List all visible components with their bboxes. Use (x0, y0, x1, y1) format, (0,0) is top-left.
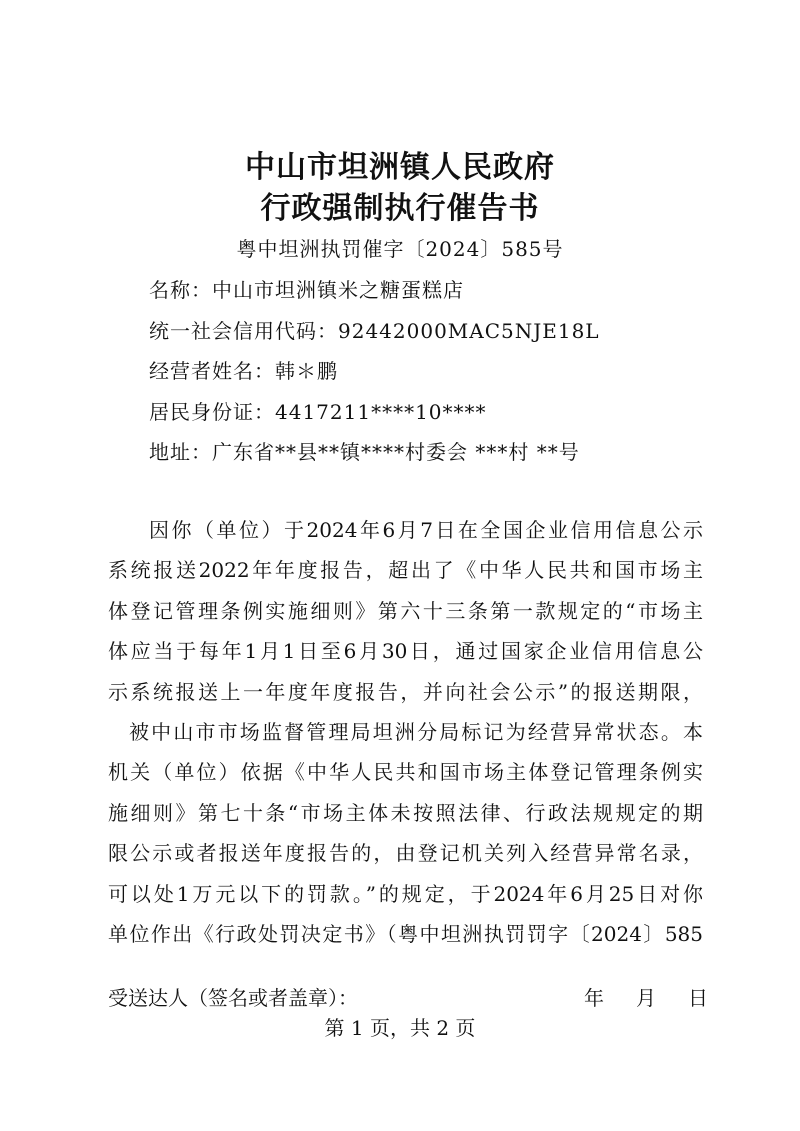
body-line: 可以处1万元以下的罚款。”的规定，于2024年6月25日对你 (108, 881, 703, 906)
body-text (108, 510, 703, 954)
body-line: 被中山市市场监督管理局坦洲分局标记为经营异常状态。本 (129, 719, 703, 744)
body-line: 系统报送2022年年度报告，超出了《中华人民共和国市场主 (108, 558, 703, 583)
page-indicator: 第 1 页，共 2 页 (324, 1016, 476, 1040)
body-line: 因你（单位）于2024年6月7日在全国企业信用信息公示 (149, 518, 703, 542)
date-fields (584, 982, 708, 1011)
body-line: 限公示或者报送年度报告的，由登记机关列入经营异常名录， (108, 841, 703, 866)
body-line: 体应当于每年1月1日至6月30日，通过国家企业信用信息公 (108, 639, 703, 664)
month-label: 月 (636, 986, 656, 1010)
body-line: 机关（单位）依据《中华人民共和国市场主体登记管理条例实 (108, 760, 703, 785)
signature-row (108, 982, 708, 1011)
party-name: 名称：中山市坦洲镇米之糖蛋糕店 (149, 278, 464, 302)
body-line: 施细则》第七十条“市场主体未按照法律、行政法规规定的期 (108, 800, 703, 825)
body-line: 示系统报送上一年度年度报告，并向社会公示”的报送期限， (108, 679, 703, 704)
party-address: 地址：广东省**县**镇****村委会 ***村 **号 (149, 440, 580, 464)
party-credit-code: 统一社会信用代码：92442000MAC5NJE18L (149, 319, 600, 343)
day-label: 日 (688, 986, 708, 1010)
party-operator: 经营者姓名：韩＊鹏 (149, 359, 338, 383)
title-line-2: 行政强制执行催告书 (260, 191, 540, 226)
body-line: 单位作出《行政处罚决定书》（粤中坦洲执罚罚字〔2024〕585 (108, 921, 703, 946)
body-line: 体登记管理条例实施细则》第六十三条第一款规定的“市场主 (108, 598, 703, 623)
document-number: 粤中坦洲执罚催字〔2024〕585号 (236, 237, 564, 261)
recipient-label: 受送达人（签名或者盖章）： (108, 986, 358, 1010)
party-id-card: 居民身份证：4417211****10**** (149, 400, 487, 424)
title-line-1: 中山市坦洲镇人民政府 (245, 150, 555, 185)
year-label: 年 (584, 986, 604, 1010)
